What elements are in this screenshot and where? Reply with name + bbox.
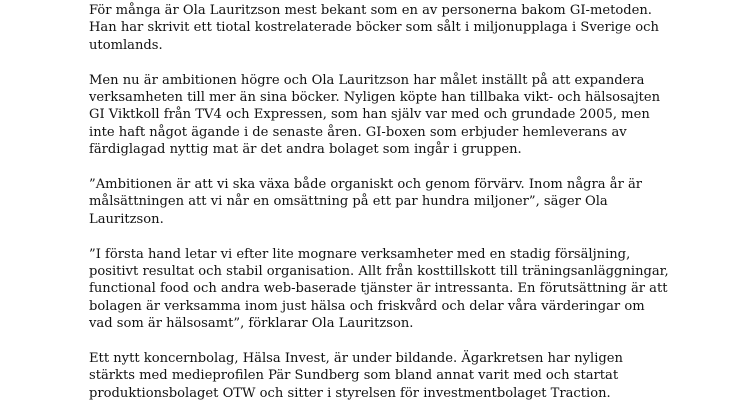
paragraph-new-company: Ett nytt koncernbolag, Hälsa Invest, är under bildande. Ägarkretsen har nyligen stärkts med medieprofilen Pär Sundberg som bland annat varit med och startat produktionsbolaget OTW och sitter i styrelsen för investmentbolaget Traction. xyxy=(89,351,623,401)
article-body xyxy=(89,2,669,420)
paragraph-quote-growth: ”Ambitionen är att vi ska växa både organiskt och genom förvärv. Inom några år är målsättningen att vi når en omsättning på ett par hundra miljoner”, säger Ola Lauritzson. xyxy=(89,177,643,227)
paragraph-quote-acquisitions: ”I första hand letar vi efter lite mognare verksamheter med en stadig försäljning, positivt resultat och stabil organisation. Allt från kosttillskott till träningsanläggningar, functional food och andra web-baserade tjänster är intressanta. En förutsättning är att bolagen är verksamma inom just hälsa och friskvård och delar våra värderingar om vad som är hälsosamt”, förklarar Ola Lauritzson. xyxy=(89,246,669,332)
paragraph-ambition: Men nu är ambitionen högre och Ola Lauritzson har målet inställt på att expandera verksamheten till mer än sina böcker. Nyligen köpte han tillbaka vikt- och hälsosajten GI Viktkoll från TV4 och Expressen, som han själv var med och grundade 2005, men inte haft något ägande i de senaste åren. GI-boxen som erbjuder hemleverans av färdiglagad nyttig mat är det andra bolaget som ingår i gruppen. xyxy=(89,72,661,158)
paragraph-intro: För många är Ola Lauritzson mest bekant som en av personerna bakom GI-metoden. Han har skrivit ett tiotal kostrelaterade böcker som sålt i miljonupplaga i Sverige och utomlands. xyxy=(89,3,659,53)
